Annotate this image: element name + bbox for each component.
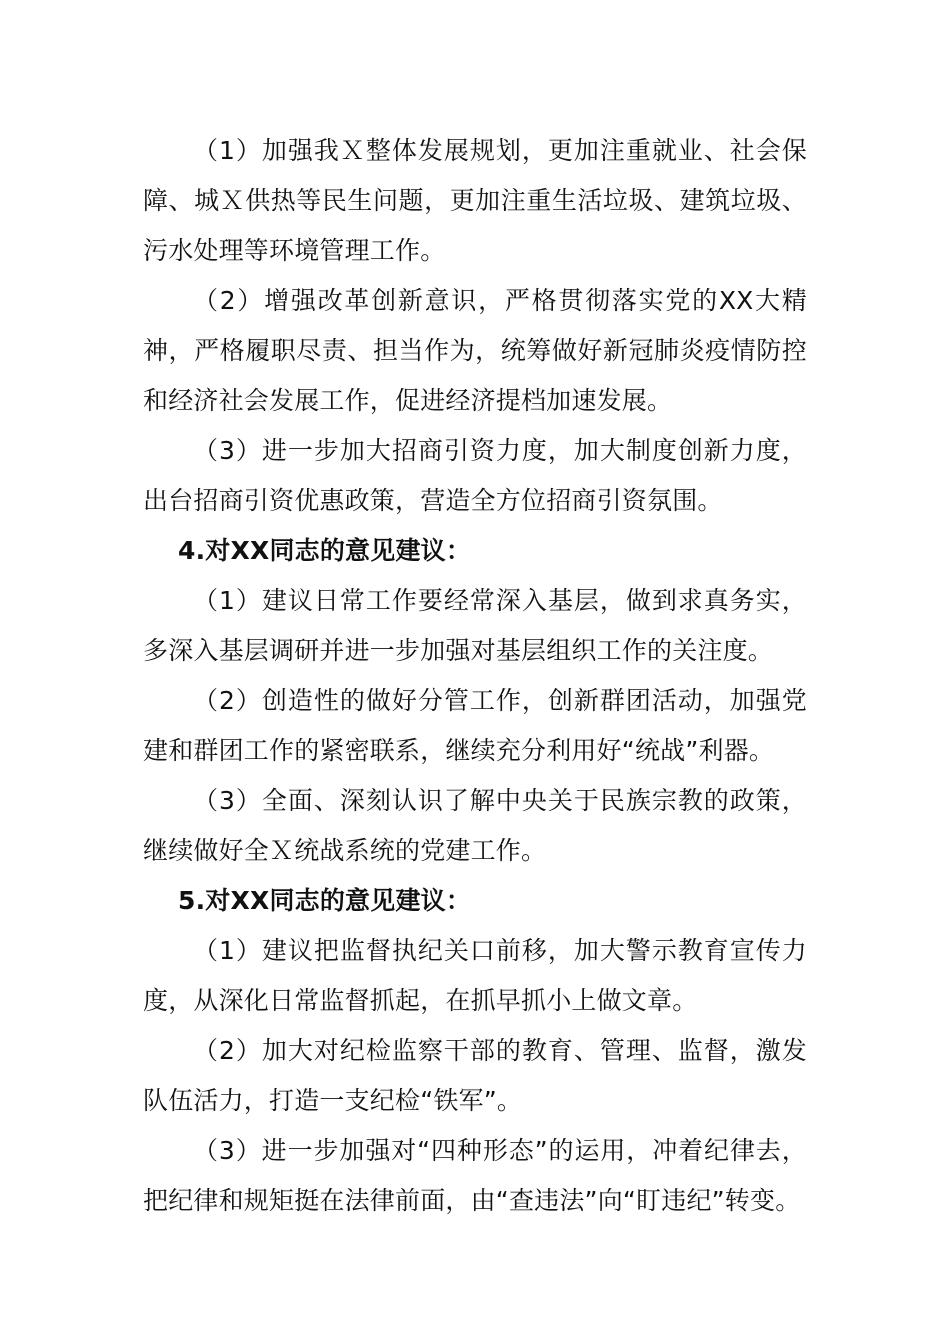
paragraph-item-1-2: （2）增强改革创新意识，严格贯彻落实党的XX大精神，严格履职尽责、担当作为，统筹做好新冠肺炎疫情防控和经济社会发展工作，促进经济提档加速发展。 xyxy=(143,286,807,415)
document-body xyxy=(143,126,807,1226)
paragraph-item-5-3: （3）进一步加强对“四种形态”的运用，冲着纪律去，把纪律和规矩挺在法律前面，由“查违法”向“盯违纪”转变。 xyxy=(143,1136,807,1215)
section-heading-4: 4.对XX同志的意见建议： xyxy=(178,536,472,565)
paragraph-item-5-2: （2）加大对纪检监察干部的教育、管理、监督，激发队伍活力，打造一支纪检“铁军”。 xyxy=(143,1036,807,1115)
paragraph-item-5-1: （1）建议把监督执纪关口前移，加大警示教育宣传力度，从深化日常监督抓起，在抓早抓小上做文章。 xyxy=(143,936,807,1015)
paragraph-item-4-2: （2）创造性的做好分管工作，创新群团活动，加强党建和群团工作的紧密联系，继续充分利用好“统战”利器。 xyxy=(143,686,807,765)
paragraph-item-4-1: （1）建议日常工作要经常深入基层，做到求真务实，多深入基层调研并进一步加强对基层组织工作的关注度。 xyxy=(143,586,807,665)
paragraph-item-1-3: （3）进一步加大招商引资力度，加大制度创新力度，出台招商引资优惠政策，营造全方位招商引资氛围。 xyxy=(143,436,807,515)
paragraph-item-1-1: （1）加强我Ｘ整体发展规划，更加注重就业、社会保障、城Ｘ供热等民生问题，更加注重生活垃圾、建筑垃圾、污水处理等环境管理工作。 xyxy=(143,136,807,265)
paragraph-item-4-3: （3）全面、深刻认识了解中央关于民族宗教的政策，继续做好全Ｘ统战系统的党建工作。 xyxy=(143,786,807,865)
section-heading-5: 5.对XX同志的意见建议： xyxy=(178,886,472,915)
